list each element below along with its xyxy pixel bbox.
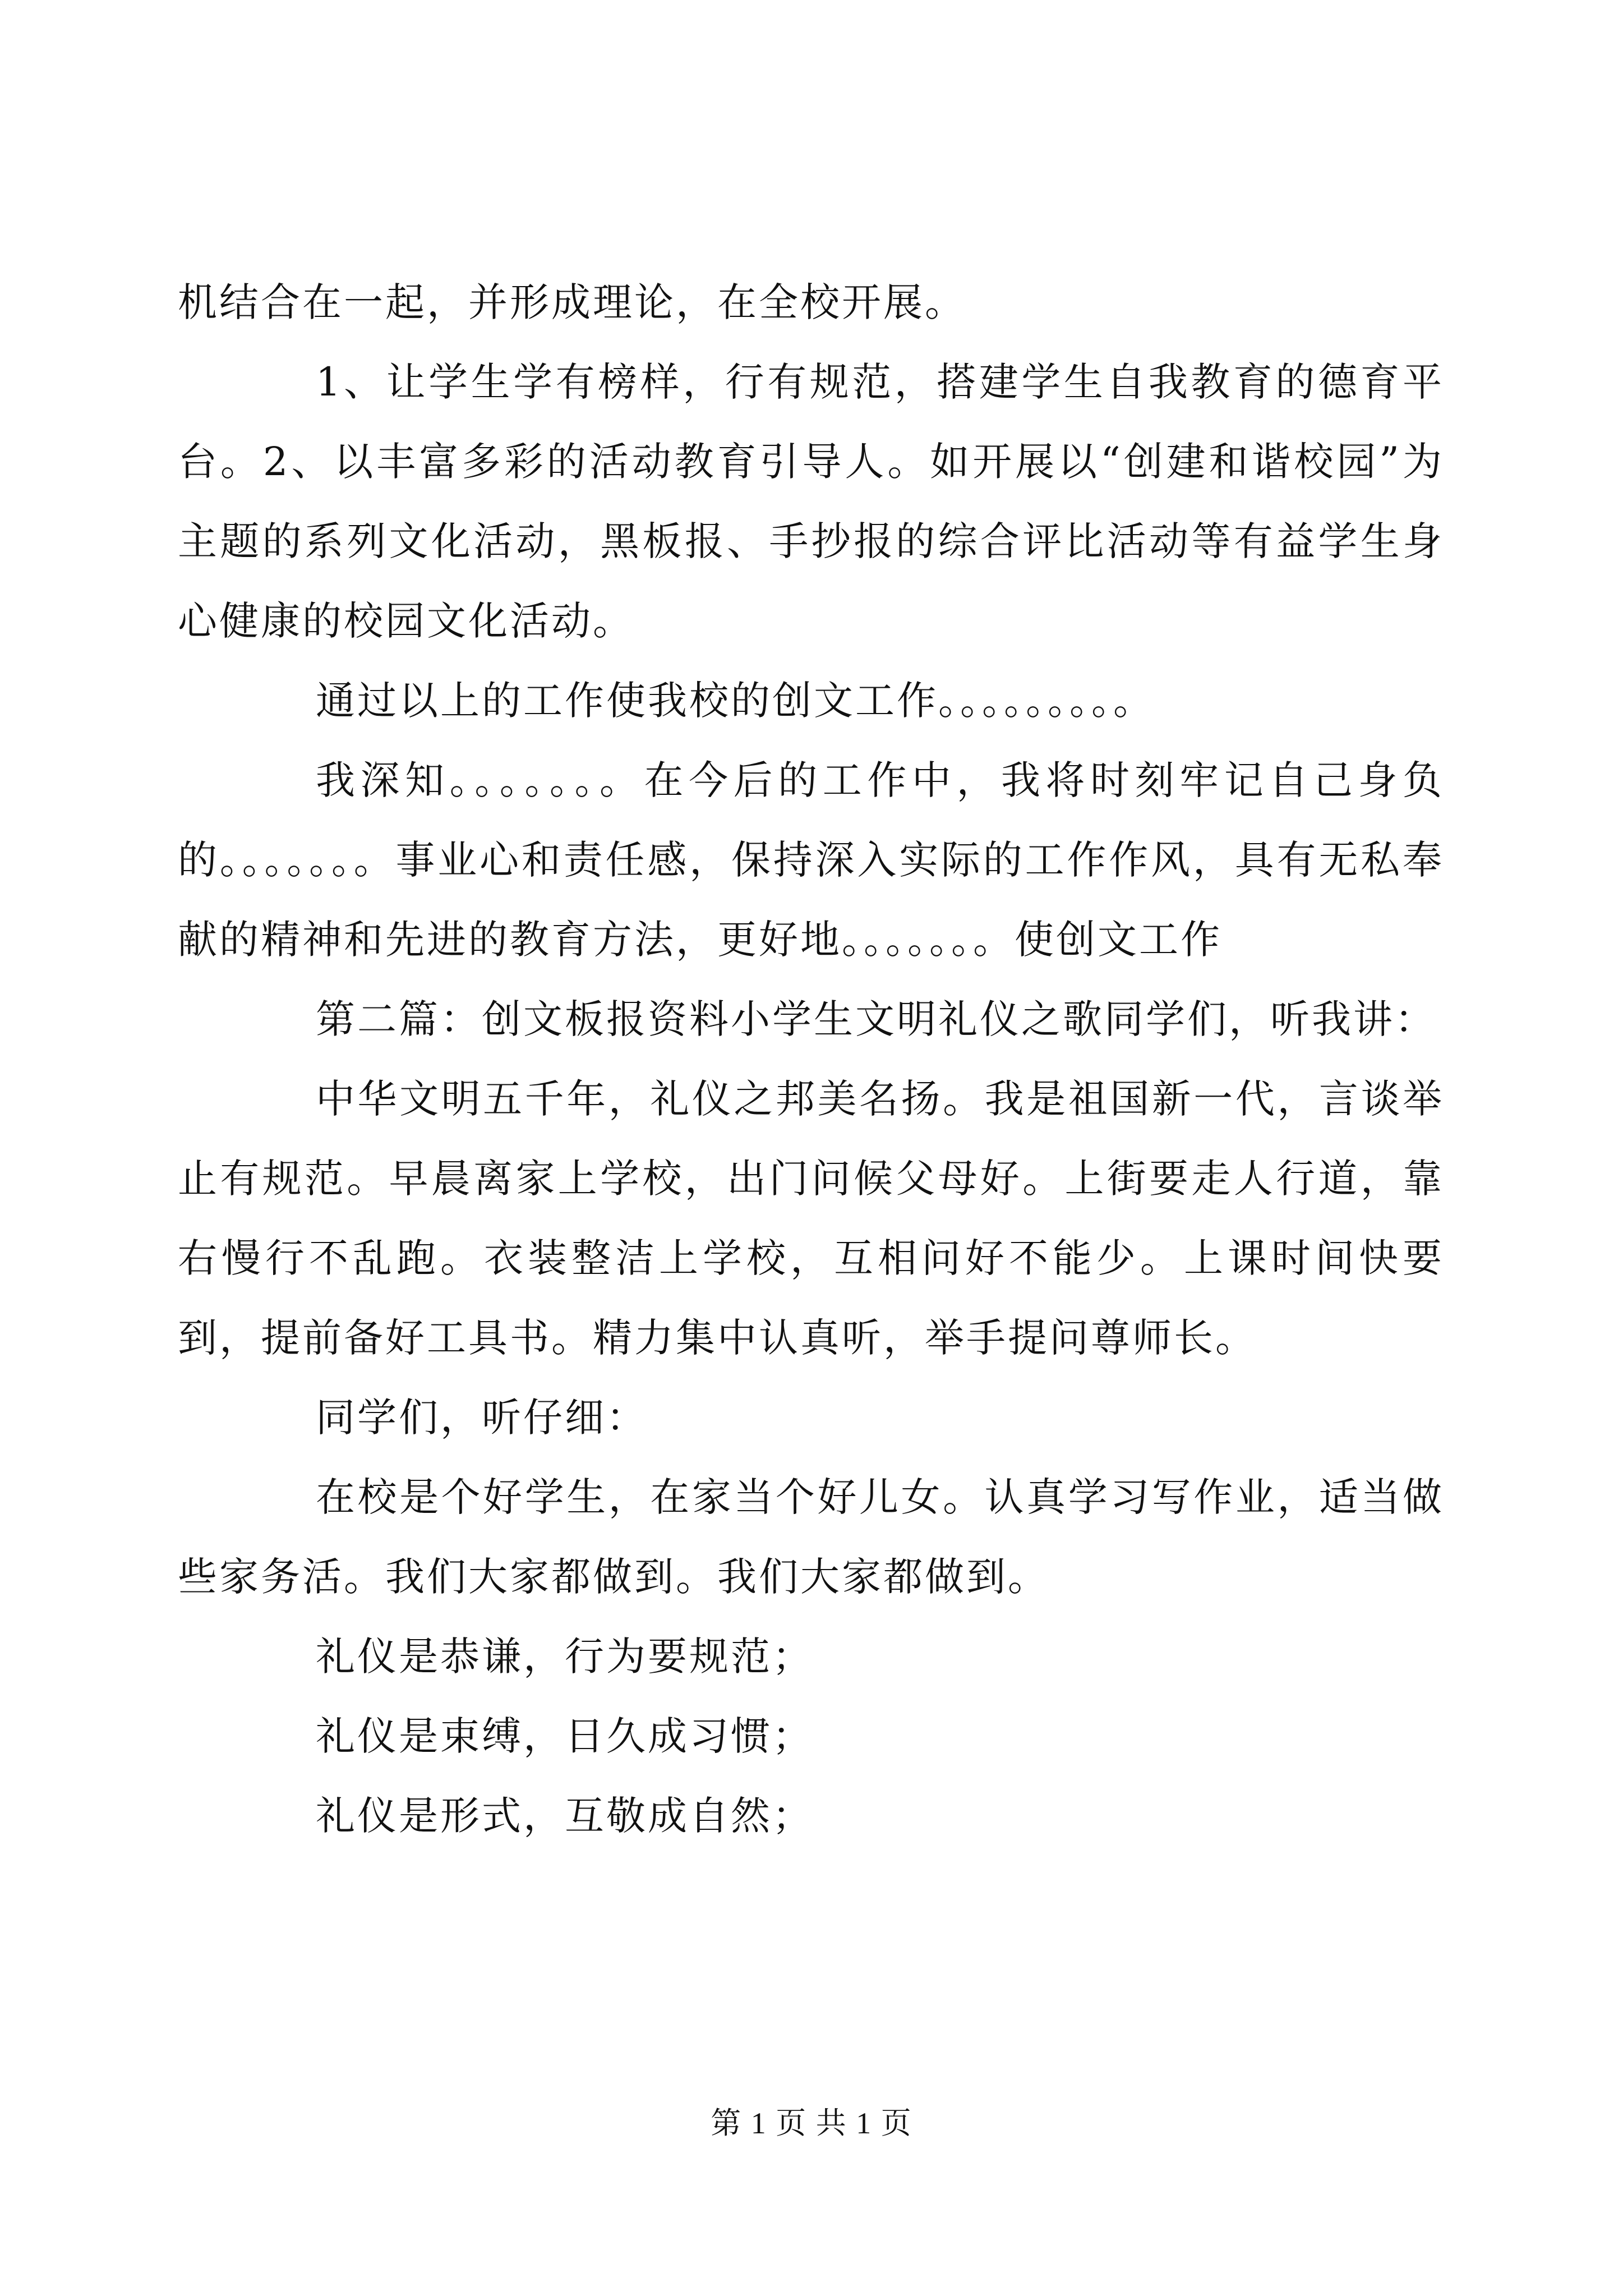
paragraph-10: 礼仪是束缚，日久成习惯； xyxy=(316,1713,814,1759)
document-body xyxy=(178,263,1444,1856)
paragraph-8: 在校是个好学生，在家当个好儿女。认真学习写作业，适当做些家务活。我们大家都做到。我们大家都做到。 xyxy=(178,1474,1444,1600)
paragraph-9: 礼仪是恭谦，行为要规范； xyxy=(316,1634,814,1680)
paragraph-5: 第二篇：创文板报资料小学生文明礼仪之歌同学们，听我讲： xyxy=(316,996,1436,1042)
page-footer: 第 1 页 共 1 页 xyxy=(711,2106,912,2140)
paragraph-7: 同学们，听仔细： xyxy=(316,1395,648,1441)
paragraph-2: 1、让学生学有榜样，行有规范，搭建学生自我教育的德育平台。2、以丰富多彩的活动教育引导人。如开展以“创建和谐校园”为主题的系列文化活动，黑板报、手抄报的综合评比活动等有益学生身心健康的校园文化活动。 xyxy=(178,359,1444,644)
paragraph-3: 通过以上的工作使我校的创文工作。。。。。。。。。 xyxy=(316,678,1155,724)
paragraph-6: 中华文明五千年，礼仪之邦美名扬。我是祖国新一代，言谈举止有规范。早晨离家上学校，出门问候父母好。上街要走人行道，靠右慢行不乱跑。衣装整洁上学校，互相问好不能少。上课时间快要到，提前备好工具书。精力集中认真听，举手提问尊师长。 xyxy=(178,1076,1444,1361)
paragraph-11: 礼仪是形式，互敬成自然； xyxy=(316,1793,814,1839)
paragraph-4: 我深知。。。。。。。在今后的工作中，我将时刻牢记自己身负的。。。。。。。事业心和责任感，保持深入实际的工作作风，具有无私奉献的精神和先进的教育方法，更好地。。。。。。。使创文工作 xyxy=(178,757,1444,963)
paragraph-1: 机结合在一起，并形成理论，在全校开展。 xyxy=(178,279,966,325)
